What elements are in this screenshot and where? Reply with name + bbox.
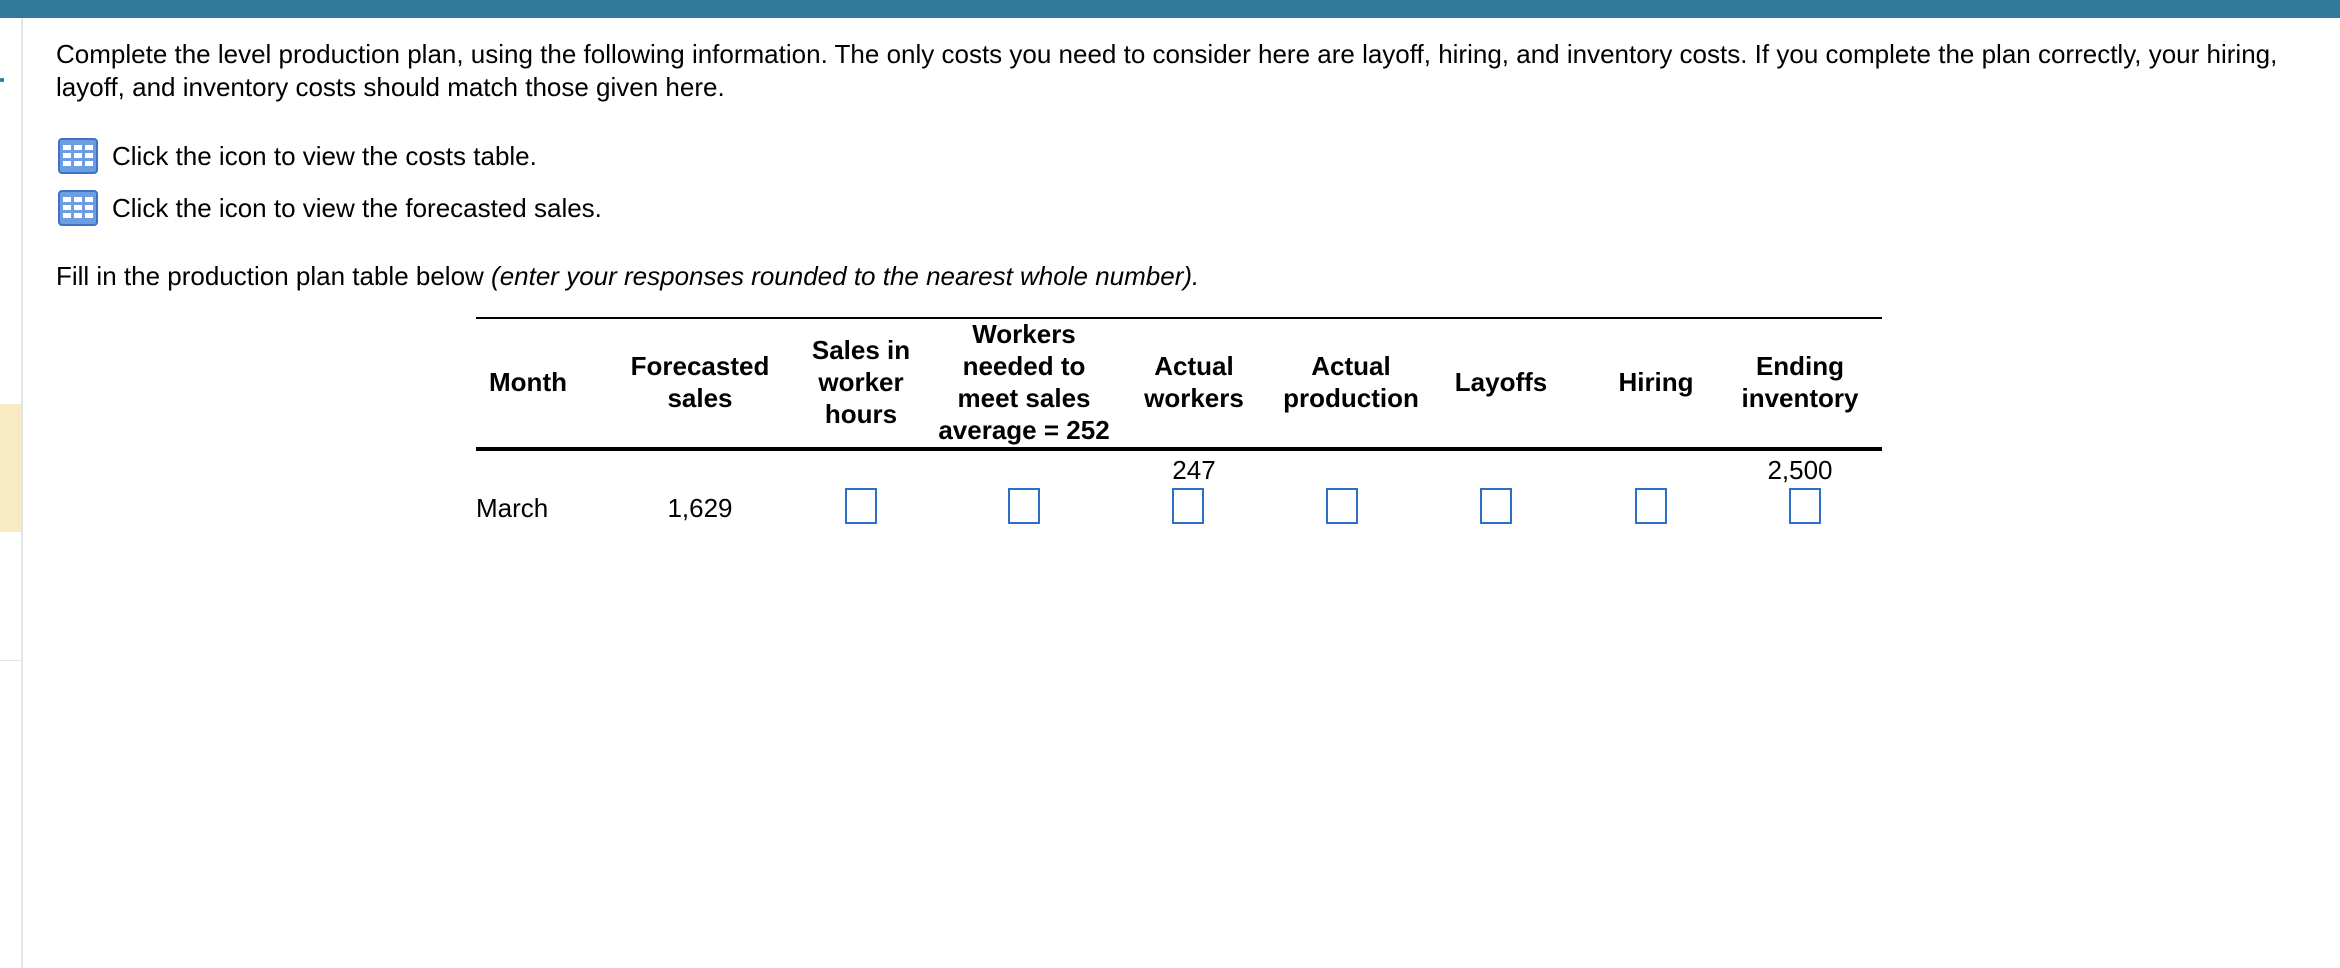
instructions-main: Fill in the production plan table below	[56, 261, 492, 291]
question-text: Complete the level production plan, using the following information. The only costs you need to consider here are layoff, hiring, and inventory costs. If you complete the plan correctly, your hiring, layoff, and inventory costs should match those given here.	[56, 39, 2278, 102]
left-divider	[0, 660, 21, 661]
header-layoffs: Layoffs	[1454, 367, 1548, 397]
forecasted-sales-link[interactable]	[58, 188, 602, 228]
header-actual-production: Actual production	[1283, 351, 1419, 413]
table-header-rule	[476, 447, 1882, 451]
left-border	[21, 18, 23, 968]
actual-workers-input[interactable]	[1172, 488, 1204, 524]
hiring-input[interactable]	[1635, 488, 1667, 524]
header-month: Month	[489, 367, 567, 397]
table-icon[interactable]	[58, 138, 98, 174]
header-forecasted-sales: Forecasted sales	[630, 351, 770, 413]
table-icon[interactable]	[58, 190, 98, 226]
actual-production-input[interactable]	[1326, 488, 1358, 524]
row-forecasted-sales: 1,629	[667, 493, 733, 523]
header-ending-inventory: Ending inventory	[1741, 351, 1859, 413]
sales-worker-hours-input[interactable]	[845, 488, 877, 524]
header-actual-workers: Actual workers	[1144, 351, 1244, 413]
initial-actual-workers: 247	[1172, 455, 1216, 485]
initial-ending-inventory: 2,500	[1767, 455, 1833, 485]
row-month: March	[476, 493, 549, 523]
header-hiring: Hiring	[1618, 367, 1694, 397]
forecasted-sales-label[interactable]: Click the icon to view the forecasted sales.	[112, 192, 602, 223]
ending-inventory-input[interactable]	[1789, 488, 1821, 524]
header-workers-needed: Workers needed to meet sales average = 252	[938, 319, 1110, 445]
side-tab[interactable]	[0, 404, 21, 532]
costs-table-label[interactable]: Click the icon to view the costs table.	[112, 140, 537, 171]
header-sales-worker-hours: Sales in worker hours	[811, 335, 911, 429]
top-bar	[0, 0, 2340, 18]
instructions	[56, 260, 1199, 293]
costs-table-link[interactable]	[58, 136, 537, 176]
left-marker	[0, 78, 4, 82]
layoffs-input[interactable]	[1480, 488, 1512, 524]
instructions-italic: (enter your responses rounded to the nearest whole number).	[491, 261, 1200, 291]
workers-needed-input[interactable]	[1008, 488, 1040, 524]
